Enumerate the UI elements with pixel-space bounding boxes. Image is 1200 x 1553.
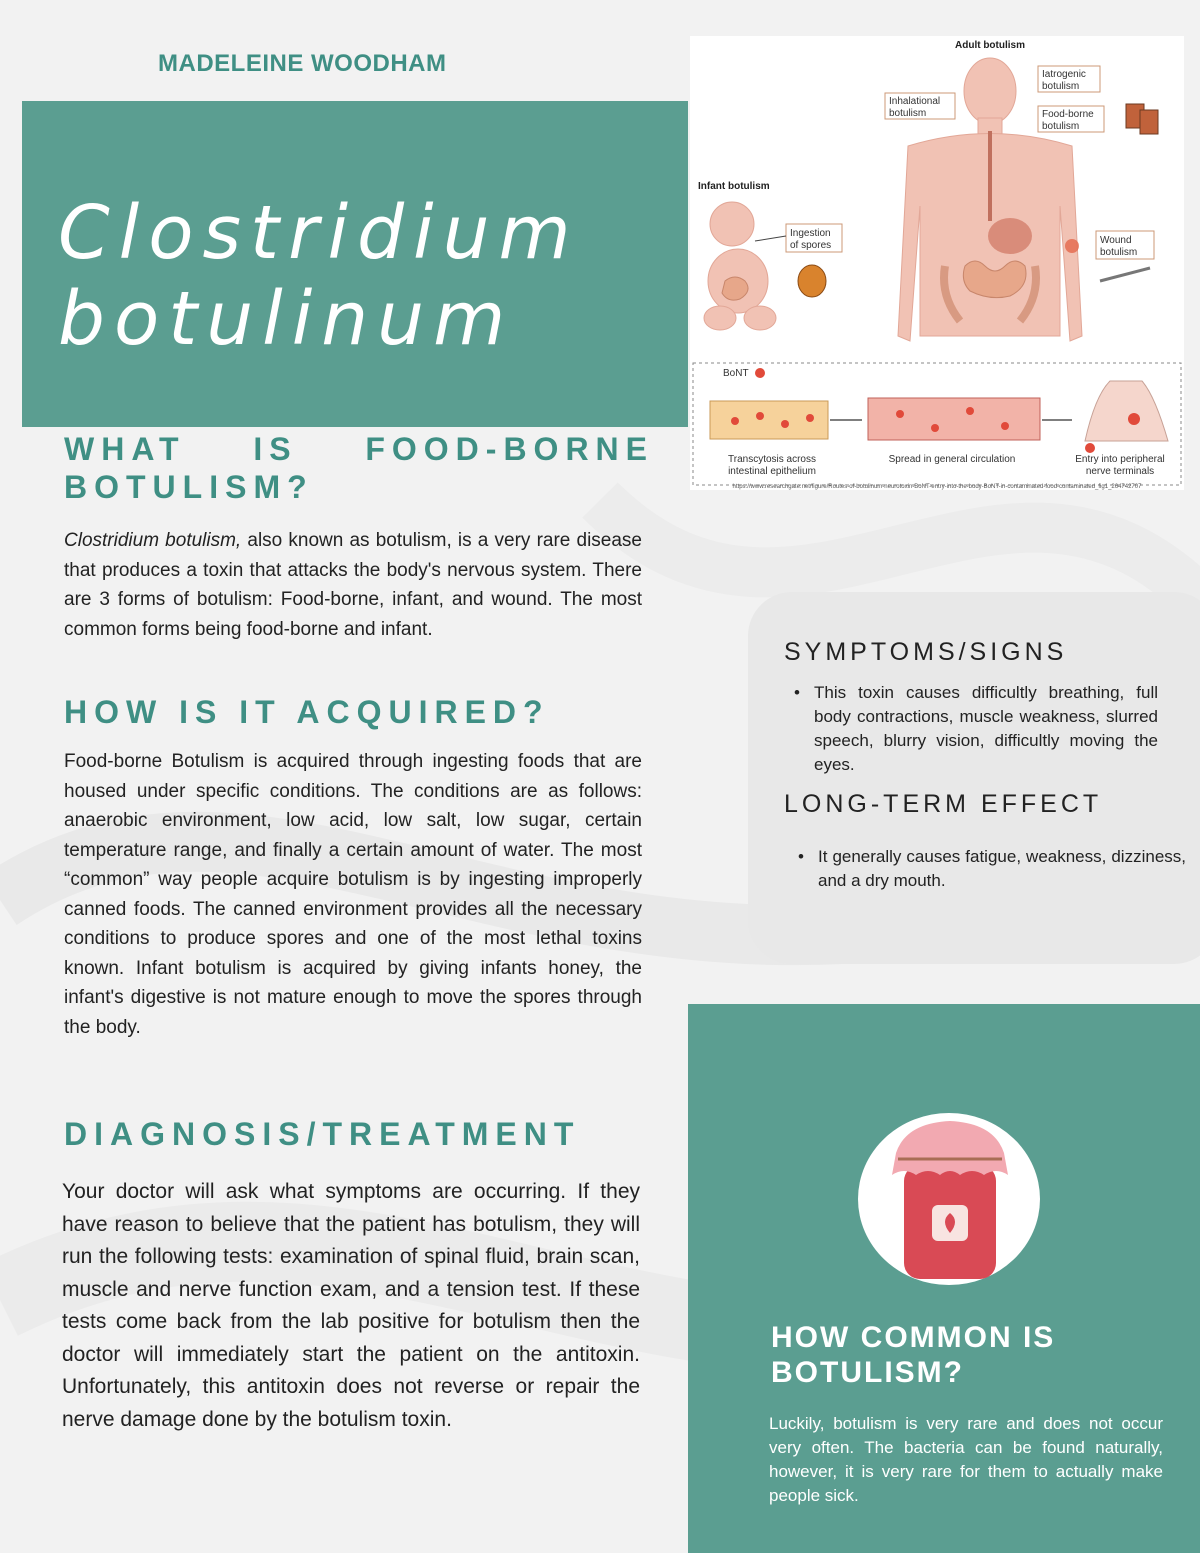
label-foodborne-2: botulism xyxy=(1042,121,1080,132)
how-common-paragraph: Luckily, botulism is very rare and does not occur very often. The bacteria can be found naturally, however, it is very rare for them to actually make people sick. xyxy=(769,1414,1163,1505)
title-line-1: Clostridium xyxy=(58,190,580,276)
diagram-source-link[interactable]: https://www.researchgate.net/figure/Routes-of-botulinum-neurotoxin-BoNT-entry-into-the-body-BoNT-in-contaminated-food-contaminated_fig1_264742707 xyxy=(732,484,1142,490)
label-inhalational-2: botulism xyxy=(889,108,927,119)
long-term-heading: LONG-TERM EFFECT xyxy=(784,790,1103,818)
label-transcytosis-2: intestinal epithelium xyxy=(728,466,816,477)
label-foodborne-1: Food-borne xyxy=(1042,109,1094,120)
diagnosis-heading: DIAGNOSIS/TREATMENT xyxy=(64,1116,581,1152)
how-acquired-heading: HOW IS IT ACQUIRED? xyxy=(64,694,550,730)
page-title xyxy=(58,190,580,362)
diagnosis-paragraph: Your doctor will ask what symptoms are occurring. If they have reason to believe that the patient has botulism, they will run the following tests: examination of spinal fluid, brain scan, muscle and nerve function exam, and a tension test. If these tests come back from the lab positive for botulism then the doctor will immediately start the patient on the antitoxin. Unfortunately, this antitoxin does not reverse or repair the nerve damage done by the botulism toxin. xyxy=(62,1180,640,1431)
author-name: MADELEINE WOODHAM xyxy=(158,50,447,77)
what-is-body: also known as botulism, is a very rare disease that produces a toxin that attacks the body's nervous system. There are 3 forms of botulism: Food-borne, infant, and wound. The most common forms being food-borne and infant. xyxy=(64,530,643,640)
how-common-heading-line-1: HOW COMMON IS xyxy=(771,1321,1056,1354)
infant-figure xyxy=(704,202,776,330)
symptoms-heading: SYMPTOMS/SIGNS xyxy=(784,638,1068,666)
how-acquired-paragraph: Food-borne Botulism is acquired through ingesting foods that are housed under specific conditions. The conditions are as follows: anaerobic environment, low acid, low salt, low sugar, certain temperature range, and finally a certain amount of water. The most “common” way people acquire botulism is by ingesting improperly canned foods. The canned environment provides all the necessary conditions to produce spores and one of the most lethal toxins known. Infant botulism is acquired by giving infants honey, the infant's digestive is not mature enough to move the spores through the body. xyxy=(64,751,642,1038)
what-is-heading: WHAT IS FOOD-BORNE BOTULISM? xyxy=(64,431,654,505)
how-common-heading xyxy=(771,1320,1055,1390)
label-spread: Spread in general circulation xyxy=(888,454,1016,465)
how-common-heading-line-2: BOTULISM? xyxy=(771,1356,964,1389)
label-entry-2: nerve terminals xyxy=(1085,466,1155,477)
label-iatrogenic-2: botulism xyxy=(1042,81,1080,92)
jam-jar-icon xyxy=(858,1113,1040,1285)
what-is-paragraph xyxy=(64,526,642,644)
label-bont: BoNT xyxy=(723,368,749,379)
botulism-routes-diagram xyxy=(690,36,1184,490)
adult-botulism-title: Adult botulism xyxy=(955,40,1025,51)
title-line-2: botulinum xyxy=(58,276,515,362)
label-ingestion-1: Ingestion xyxy=(790,228,831,239)
infant-botulism-title: Infant botulism xyxy=(698,181,770,192)
label-inhalational-1: Inhalational xyxy=(889,96,941,107)
label-wound-2: botulism xyxy=(1100,247,1138,258)
label-transcytosis-1: Transcytosis across xyxy=(728,454,816,465)
label-entry-1: Entry into peripheral xyxy=(1075,454,1165,465)
symptoms-item: • This toxin causes difficultly breathing, full body contractions, muscle weakness, slurred speech, blurry vision, difficultly moving the eyes. xyxy=(814,681,1158,777)
what-is-italic-lead: Clostridium botulism, xyxy=(64,530,242,551)
label-iatrogenic-1: Iatrogenic xyxy=(1042,69,1086,80)
label-wound-1: Wound xyxy=(1100,235,1132,246)
long-term-item: • It generally causes fatigue, weakness, dizziness, and a dry mouth. xyxy=(818,845,1186,893)
label-ingestion-2: of spores xyxy=(790,240,832,251)
